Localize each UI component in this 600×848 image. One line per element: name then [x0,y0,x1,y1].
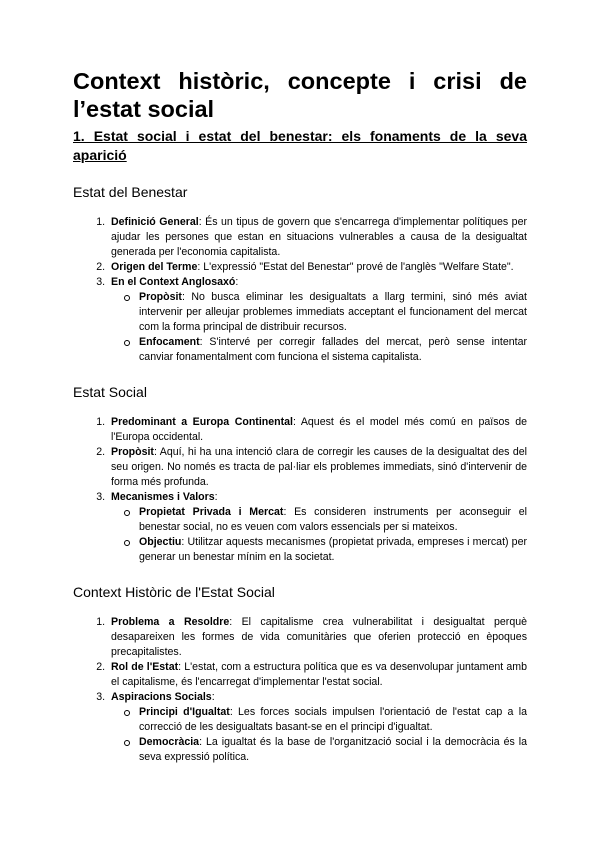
bullet-item [139,290,527,335]
item-text: : [211,691,215,703]
item-text: : Aquest és el model més comú en països de l'Europa occidental. [111,416,527,443]
list-item [108,615,527,660]
list-item [108,660,527,690]
section-estat-del-benestar [73,183,527,365]
item-text: : La igualtat és la base de l'organització social i la democràcia és la seva expressió política. [139,736,527,763]
list-item [108,690,527,765]
item-text: : Aquí, hi ha una intenció clara de corregir les causes de la desigualtat des del seu origen. No només es tracta de pal·liar els problemes immediats, sinó d'intervenir de forma més profunda. [111,446,527,488]
item-label: Rol de l'Estat [111,661,179,673]
list-item [108,490,527,565]
item-text: : Utilitzar aquests mecanismes (propietat privada, empreses i mercat) per generar un benestar mínim en la societat. [139,536,527,563]
section-subtitle: 1. Estat social i estat del benestar: els fonaments de la seva aparició [73,128,527,163]
item-label: Propietat Privada i Mercat [139,506,284,518]
item-label: Objectiu [139,536,182,548]
item-label: Principi d'Igualtat [139,706,230,718]
section-heading: Estat Social [73,384,147,400]
section-estat-social [73,383,527,565]
list-item [108,215,527,260]
item-label: Democràcia [139,736,200,748]
numbered-list [73,615,527,765]
item-label: Enfocament [139,336,200,348]
bullet-list [111,290,527,365]
section-heading: Context Històric de l'Estat Social [73,584,275,600]
item-text: : No busca eliminar les desigualtats a llarg termini, sinó més aviat intervenir per alleujar problemes immediats acceptant el funcionament del mercat com la forma principal de distribuir recursos. [139,291,527,333]
section-heading: Estat del Benestar [73,184,188,200]
numbered-list [73,215,527,365]
item-label: Predominant a Europa Continental [111,416,293,428]
item-label: En el Context Anglosaxó [111,276,236,288]
item-label: Mecanismes i Valors [111,491,215,503]
item-text: : És un tipus de govern que s'encarrega d'implementar polítiques per ajudar les persones que estan en situacions vulnerables a causa de la desigualtat generada per l'economia capitalista. [111,216,527,258]
item-text: : Les forces socials impulsen l'orientació de l'estat cap a la correcció de les desigualtats basant-se en el principi d'igualtat. [139,706,527,733]
item-label: Definició General [111,216,199,228]
bullet-item [139,335,527,365]
item-label: Propòsit [139,291,182,303]
list-item [108,275,527,365]
item-text: : L'expressió "Estat del Benestar" prové de l'anglès "Welfare State". [197,261,514,273]
item-label: Origen del Terme [111,261,198,273]
item-text: : S'intervé per corregir fallades del mercat, però sense intentar canviar fonamentalment com funciona el sistema capitalista. [139,336,527,363]
list-item [108,260,527,275]
list-item [108,415,527,445]
item-label: Aspiracions Socials [111,691,212,703]
numbered-list [73,415,527,565]
bullet-item [139,735,527,765]
item-text: : [235,276,239,288]
item-text: : [214,491,218,503]
item-label: Propòsit [111,446,154,458]
item-text: : El capitalisme crea vulnerabilitat i desigualtat perquè desapareixen les formes de vida comunitàries que oferien protecció en èpoques precapitalistes. [111,616,528,658]
bullet-list [111,705,527,765]
item-text: : Es consideren instruments per aconseguir el benestar social, no es veuen com valors essencials per si mateixos. [139,506,527,533]
section-context-historic [73,583,527,765]
bullet-item [139,505,527,535]
item-text: : L'estat, com a estructura política que es va desenvolupar juntament amb el capitalisme, és l'encarregat d'implementar l'estat social. [111,661,528,688]
bullet-list [111,505,527,565]
bullet-item [139,535,527,565]
document-title: Context històric, concepte i crisi de l’estat social [73,68,527,122]
item-label: Problema a Resoldre [111,616,230,628]
bullet-item [139,705,527,735]
list-item [108,445,527,490]
